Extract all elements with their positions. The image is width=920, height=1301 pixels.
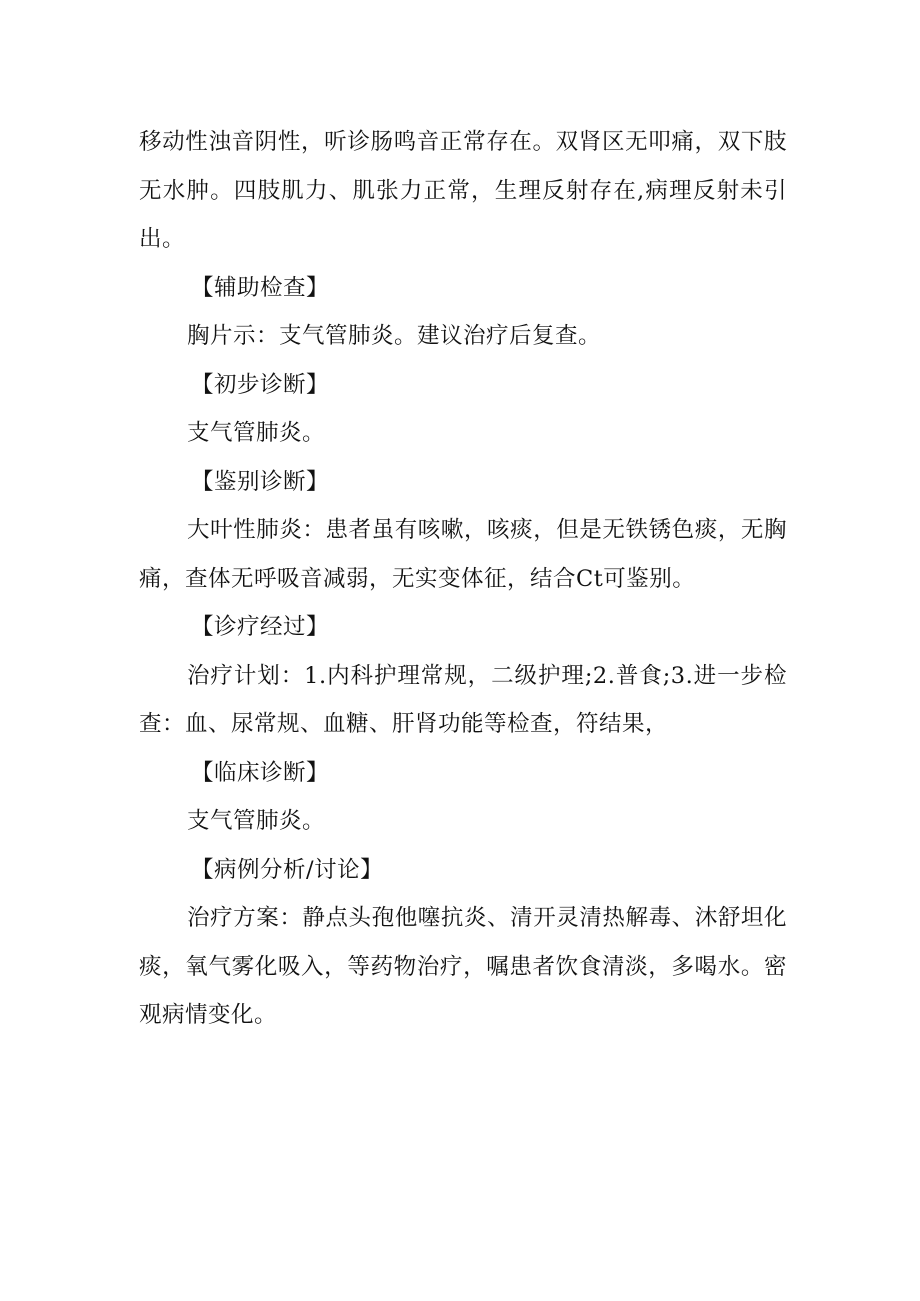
section-heading-clinical-diagnosis: 【临床诊断】 <box>191 759 330 786</box>
case-analysis-paragraph: 治疗方案：静点头孢他噻抗炎、清开灵清热解毒、沐舒坦化痰，氧气雾化吸入，等药物治疗，嘱患者饮食清淡，多喝水。密观病情变化。 <box>139 905 787 1028</box>
exam-continuation-paragraph: 移动性浊音阴性，听诊肠鸣音正常存在。双肾区无叩痛，双下肢无水肿。四肢肌力、肌张力正常，生理反射存在,病理反射未引出。 <box>139 129 787 252</box>
section-heading-case-analysis: 【病例分析/讨论】 <box>191 856 384 883</box>
auxiliary-exam-paragraph: 胸片示：支气管肺炎。建议治疗后复查。 <box>187 323 602 349</box>
preliminary-diagnosis-paragraph: 支气管肺炎。 <box>187 420 326 446</box>
document-body <box>139 118 787 1040</box>
section-heading-preliminary-diagnosis: 【初步诊断】 <box>191 371 330 398</box>
section-heading-differential-diagnosis: 【鉴别诊断】 <box>191 468 330 495</box>
differential-diagnosis-paragraph: 大叶性肺炎：患者虽有咳嗽，咳痰，但是无铁锈色痰，无胸痛，查体无呼吸音减弱，无实变体征，结合Ct可鉴别。 <box>139 517 787 592</box>
section-heading-auxiliary-exam: 【辅助检查】 <box>191 274 330 301</box>
section-heading-treatment-course: 【诊疗经过】 <box>191 614 330 640</box>
treatment-course-paragraph: 治疗计划：1.内科护理常规，二级护理;2.普食;3.进一步检查：血、尿常规、血糖、肝肾功能等检查，符结果， <box>139 662 787 737</box>
clinical-diagnosis-paragraph: 支气管肺炎。 <box>187 808 326 834</box>
